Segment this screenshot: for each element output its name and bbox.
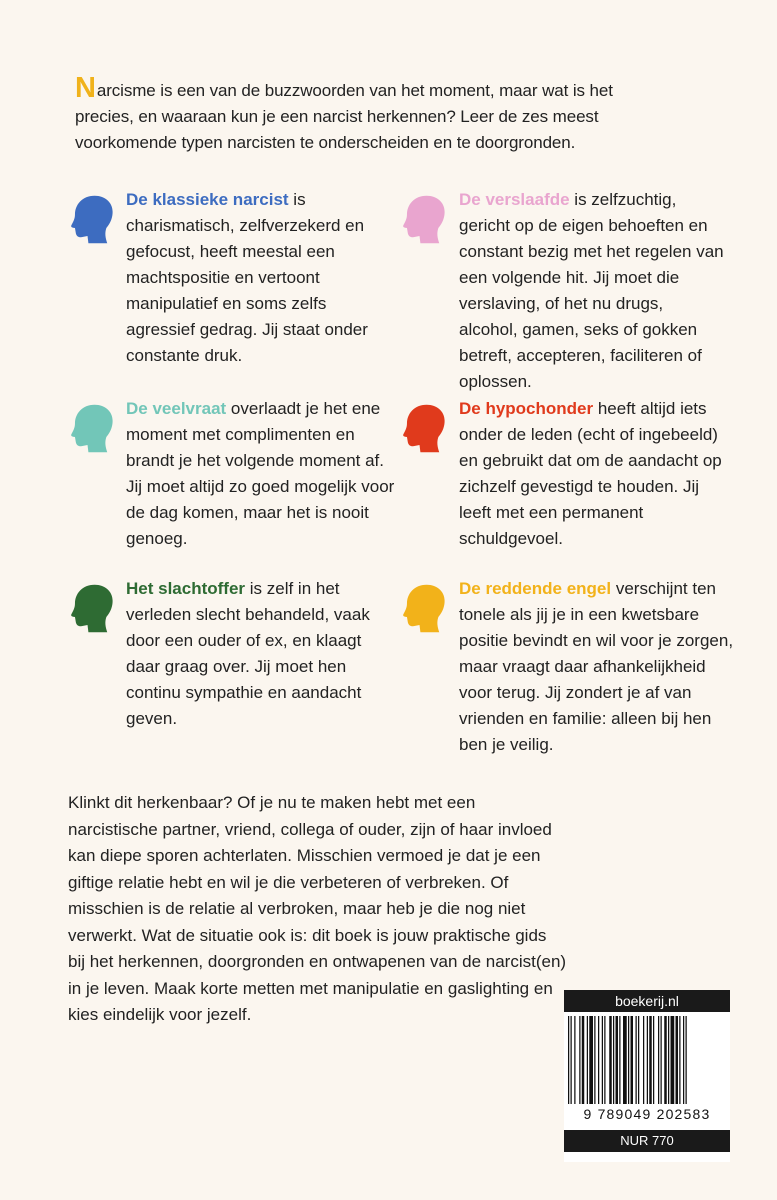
type-description: heeft altijd iets onder de leden (echt of ingebeeld) en gebruikt dat om de aandacht op zichzelf gevestigd te houden. Jij leeft met een permanent schuldgevoel. — [459, 399, 722, 548]
head-silhouette-icon — [66, 402, 118, 454]
type-name: De klassieke narcist — [126, 190, 289, 209]
head-silhouette-icon — [66, 193, 118, 245]
type-name: Het slachtoffer — [126, 579, 246, 598]
head-silhouette-icon — [398, 402, 450, 454]
outro-paragraph: Klinkt dit herkenbaar? Of je nu te maken hebt met een narcistische partner, vriend, collega of ouder, zijn of haar invloed kan diepe sporen achterlaten. Misschien vermoed je dat je een giftige relatie hebt en wil je die verbeteren of verbreken. Of misschien is de relatie al verbroken, maar heb je die nog niet verwerkt. Wat de situatie ook is: dit boek is jouw praktische gids bij het herkennen, doorgronden en ontwapenen van de narcist(en) in je leven. Maak korte metten met manipulatie en gaslighting en kies eindelijk voor jezelf. — [68, 793, 567, 1024]
type-block — [126, 187, 376, 369]
type-name: De verslaafde — [459, 190, 570, 209]
type-block — [459, 396, 724, 552]
intro-paragraph — [75, 72, 675, 156]
head-silhouette-icon — [398, 582, 450, 634]
intro-dropcap: N — [75, 72, 96, 104]
type-block — [459, 187, 724, 395]
type-description: is zelf in het verleden slecht behandeld, vaak door een ouder of ex, en klaagt daar graag over. Jij moet hen continu sympathie en aandacht geven. — [126, 579, 370, 728]
type-block — [126, 576, 376, 732]
type-block — [459, 576, 734, 758]
type-name: De reddende engel — [459, 579, 612, 598]
type-description: verschijnt ten tonele als jij je in een kwetsbare positie bevindt en wil voor je zorgen, maar vraagt daar afhankelijkheid voor terug. Jij zondert je af van vrienden en familie: alleen bij hen ben je veilig. — [459, 579, 734, 754]
type-description: is charismatisch, zelfverzekerd en gefocust, heeft meestal een machtspositie en vertoont manipulatief en soms zelfs agressief gedrag. Jij staat onder constante druk. — [126, 190, 368, 365]
type-description: overlaadt je het ene moment met complimenten en brandt je het volgende moment af. Jij moet altijd zo goed mogelijk voor de dag komen, maar het is nooit genoeg. — [126, 399, 395, 548]
barcode-bars — [568, 1016, 726, 1104]
isbn-number: 9 789049 202583 — [583, 1106, 711, 1122]
head-silhouette-icon — [398, 193, 450, 245]
nur-label: NUR 770 — [564, 1130, 730, 1152]
type-block — [126, 396, 401, 552]
type-description: is zelfzuchtig, gericht op de eigen behoeften en constant bezig met het regelen van een volgende hit. Jij moet die verslaving, of het nu drugs, alcohol, gamen, seks of gokken betreft, accepteren, faciliteren of oplossen. — [459, 190, 724, 391]
type-name: De veelvraat — [126, 399, 227, 418]
intro-text: arcisme is een van de buzzwoorden van het moment, maar wat is het precies, en waaraan kun je een narcist herkennen? Leer de zes meest voorkomende typen narcisten te onderscheiden en te doorgronden. — [75, 81, 613, 152]
head-silhouette-icon — [66, 582, 118, 634]
publisher-label: boekerij.nl — [564, 990, 730, 1012]
type-name: De hypochonder — [459, 399, 594, 418]
barcode-block — [564, 990, 730, 1162]
